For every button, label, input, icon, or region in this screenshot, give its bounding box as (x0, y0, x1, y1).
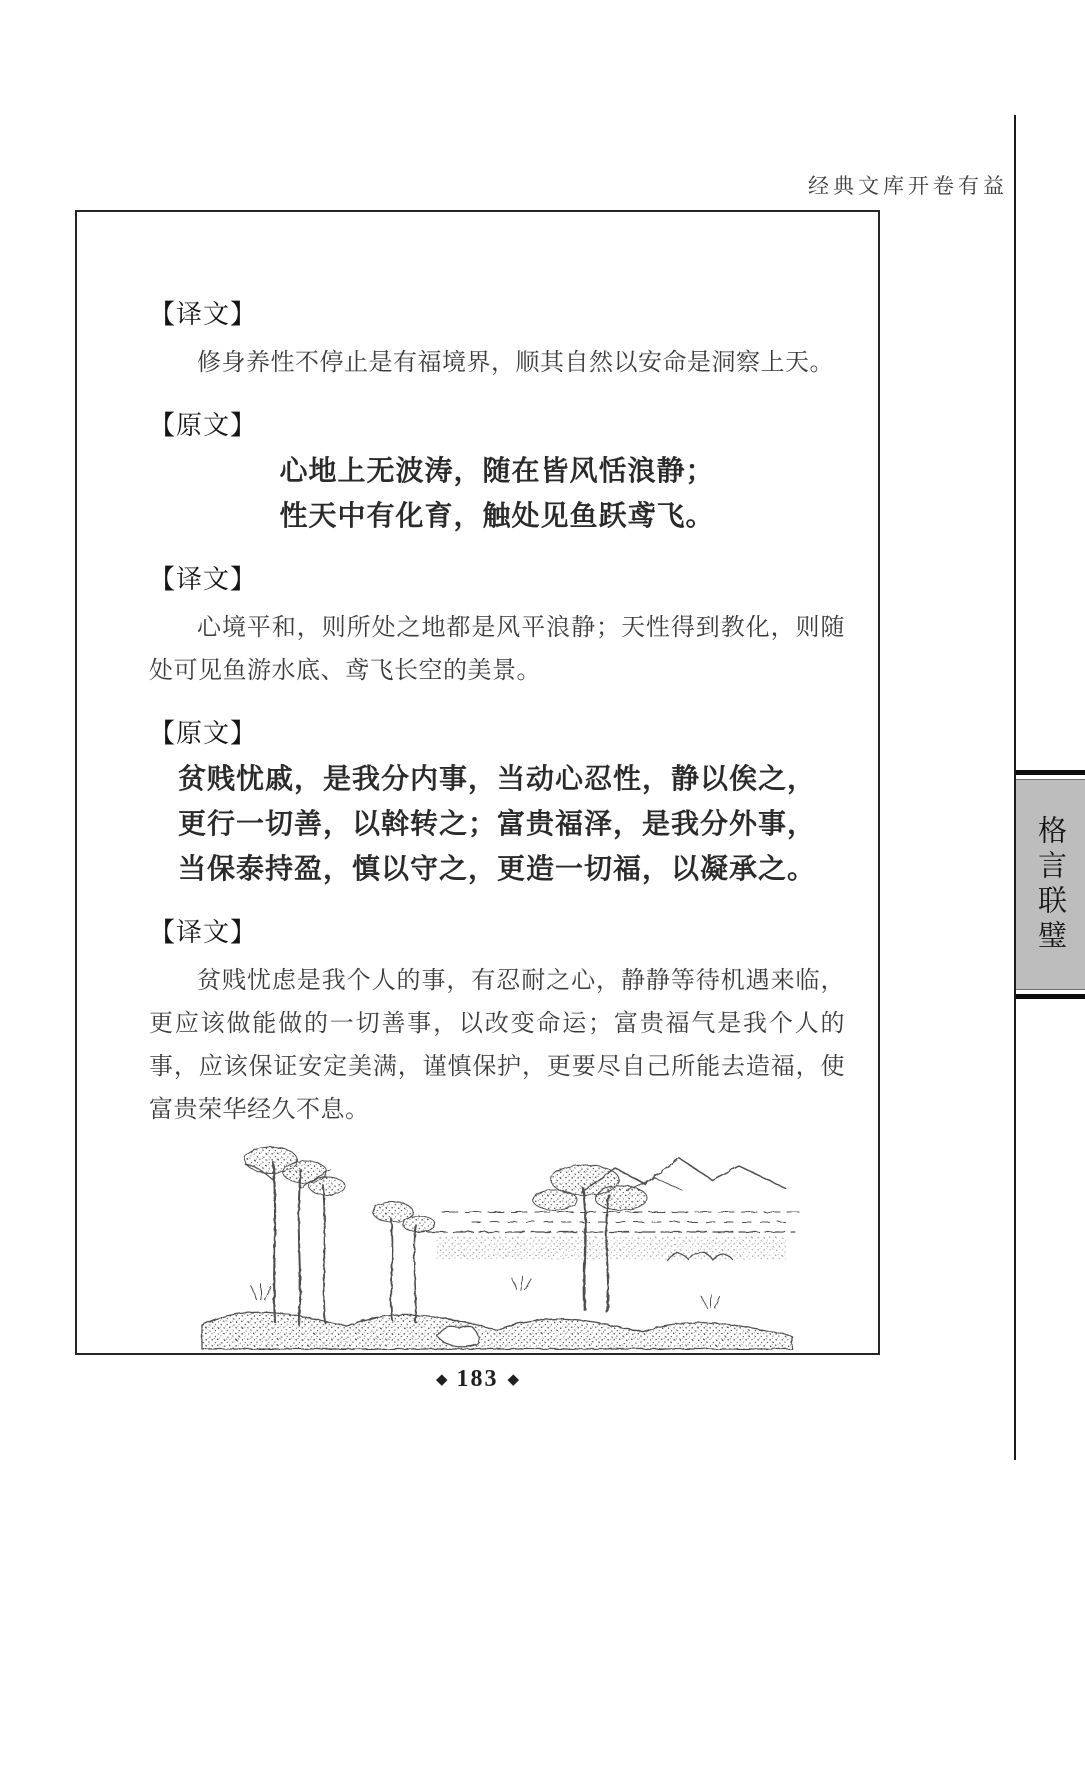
translation-paragraph-1: 修身养性不停止是有福境界，顺其自然以安命是洞察上天。 (197, 350, 834, 376)
verse-line: 心地上无波涛，随在皆风恬浪静； (279, 456, 715, 487)
verse-line: 更行一切善，以斡转之；富贵福泽，是我分外事， (177, 809, 816, 840)
page-number: 183 (456, 1366, 499, 1392)
translation-paragraph-3: 贫贱忧虑是我个人的事，有忍耐之心，静静等待机遇来临，更应该做能做的一切善事，以改变命运；富贵福气是我个人的事，应该保证安定美满，谨慎保护，更要尽自己所能去造福，使富贵荣华经久不息。 (149, 968, 845, 1123)
section-label-translation-3: 【译文】 (149, 918, 258, 947)
verse-line: 当保泰持盈，慎以守之，更造一切福，以凝承之。 (177, 854, 816, 885)
section-label-original-1: 【原文】 (149, 411, 258, 440)
page-footer (75, 1366, 880, 1393)
illustration-foreground (202, 1276, 792, 1349)
content-frame (75, 210, 880, 1355)
landscape-illustration (187, 1140, 807, 1350)
sidebar-chapter-tab (1016, 779, 1085, 990)
running-header: 经典文库开卷有益 (808, 174, 1008, 198)
section-label-original-2: 【原文】 (149, 719, 258, 748)
sidebar-tab-rule-top (1016, 770, 1085, 775)
illustration-middle-trees (373, 1202, 435, 1322)
section-label-translation-2: 【译文】 (149, 565, 258, 594)
sidebar-chapter-tab-label: 格言联璧 (1034, 814, 1066, 955)
diamond-ornament-left: ◆ (435, 1372, 448, 1388)
sidebar-tab-rule-bottom (1016, 994, 1085, 999)
translation-paragraph-2: 心境平和，则所处之地都是风平浪静；天性得到教化，则随处可见鱼游水底、鸢飞长空的美景。 (149, 615, 845, 684)
illustration-horizon-lines (427, 1212, 799, 1259)
content-body (77, 212, 878, 1350)
illustration-left-trees (245, 1147, 345, 1325)
verse-line: 贫贱忧戚，是我分内事，当动心忍性，静以俟之， (177, 764, 816, 795)
verse-line: 性天中有化育，触处见鱼跃鸢飞。 (279, 501, 715, 532)
original-verse-2 (149, 757, 845, 892)
section-label-translation-1: 【译文】 (149, 300, 258, 329)
original-verse-1 (149, 449, 845, 539)
diamond-ornament-right: ◆ (507, 1372, 520, 1388)
